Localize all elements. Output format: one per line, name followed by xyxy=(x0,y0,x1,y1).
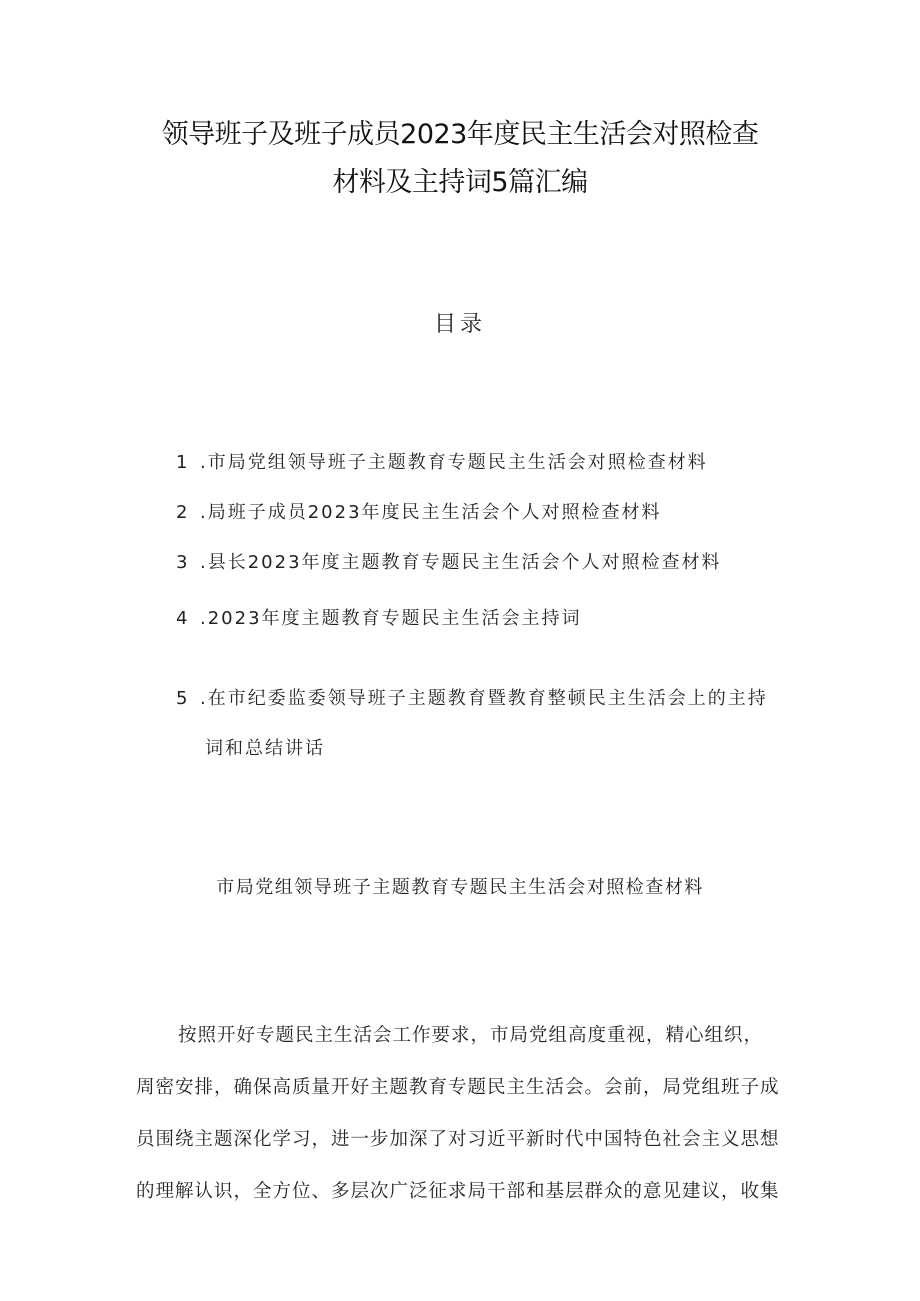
body-line: 周密安排，确保高质量开好主题教育专题民主生活会。会前，局党组班子成 xyxy=(136,1077,780,1098)
toc-item-number: 4 xyxy=(176,608,188,629)
toc-item-number: 1 xyxy=(176,452,188,473)
toc-item-1 xyxy=(176,448,708,474)
body-line: 按照开好专题民主生活会工作要求，市局党组高度重视，精心组织， xyxy=(178,1025,764,1046)
body-line: 的理解认识，全方位、多层次广泛征求局干部和基层群众的意见建议，收集 xyxy=(136,1181,780,1202)
section-title: 市局党组领导班子主题教育专题民主生活会对照检查材料 xyxy=(216,877,704,898)
toc-item-text: .在市纪委监委领导班子主题教育暨教育整顿民主生活会上的主持 xyxy=(200,688,768,709)
toc-item-5-continuation: 词和总结讲话 xyxy=(205,738,325,759)
toc-item-text: .局班子成员2023年度民主生活会个人对照检查材料 xyxy=(200,502,662,523)
toc-heading: 目录 xyxy=(433,312,486,337)
toc-item-4 xyxy=(176,604,582,630)
toc-item-number: 3 xyxy=(176,552,188,573)
toc-item-text: .县长2023年度主题教育专题民主生活会个人对照检查材料 xyxy=(200,552,722,573)
document-title-line-2: 材料及主持词5篇汇编 xyxy=(332,167,588,198)
toc-item-number: 5 xyxy=(176,688,188,709)
toc-item-2 xyxy=(176,498,662,524)
body-paragraph xyxy=(136,1010,788,1218)
toc-item-text: .市局党组领导班子主题教育专题民主生活会对照检查材料 xyxy=(200,452,708,473)
document-title-line-1: 领导班子及班子成员2023年度民主生活会对照检查 xyxy=(161,119,759,150)
toc-item-number: 2 xyxy=(176,502,188,523)
toc-item-text: .2023年度主题教育专题民主生活会主持词 xyxy=(200,608,582,629)
body-line: 员围绕主题深化学习，进一步加深了对习近平新时代中国特色社会主义思想 xyxy=(136,1129,780,1150)
toc-item-5 xyxy=(176,684,768,710)
toc-item-3 xyxy=(176,548,722,574)
